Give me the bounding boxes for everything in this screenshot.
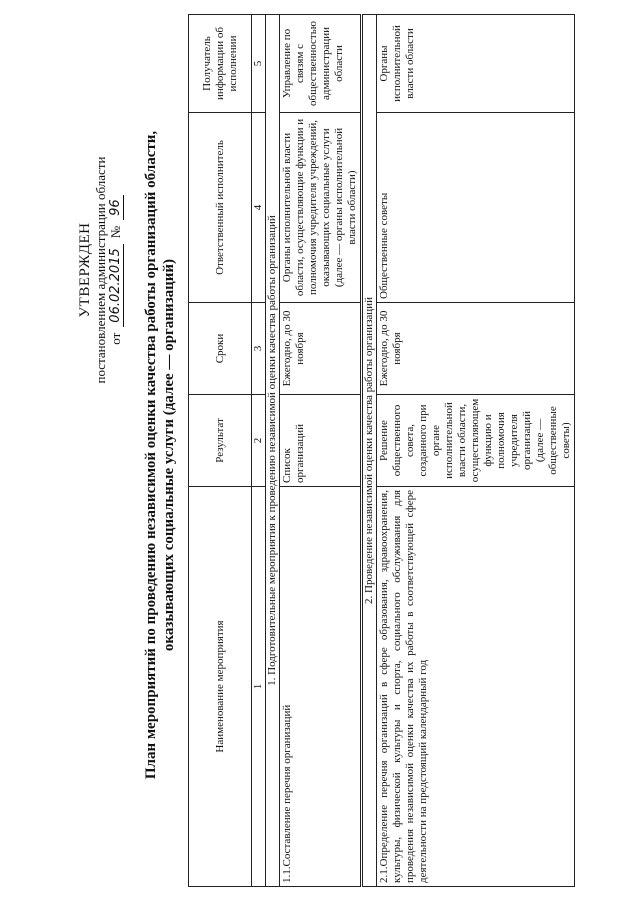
col-number: 4 xyxy=(252,113,266,303)
from-prefix: от xyxy=(108,332,123,345)
title-line-1: План мероприятий по проведению независимой оценки качества работы организаций области, xyxy=(143,130,159,780)
recipient-cell: Управление по связям с общественностью администрации области xyxy=(280,15,362,113)
table-row xyxy=(280,15,362,887)
title-line-2: оказывающих социальные услуги (далее — организаций) xyxy=(161,258,177,652)
document-title xyxy=(142,65,178,845)
col-number: 1 xyxy=(252,487,266,887)
result-cell: Список организаций xyxy=(280,395,362,487)
section-title: 1. Подготовительные мероприятия к проведению независимой оценки качества работы организаций xyxy=(266,15,280,887)
col-number: 5 xyxy=(252,15,266,113)
approved-heading: УТВЕРЖДЕН xyxy=(77,222,93,318)
deadline-cell: Ежегодно, до 30 ноября xyxy=(377,303,575,395)
recipient-cell: Органы исполнительной власти области xyxy=(377,15,575,113)
handwritten-number: 96 xyxy=(108,195,124,220)
table-row xyxy=(377,15,575,887)
number-prefix: № xyxy=(108,225,123,239)
column-numbers-row xyxy=(252,15,266,887)
deadline-cell: Ежегодно, до 30 ноября xyxy=(280,303,362,395)
header-result: Результат xyxy=(189,395,252,487)
header-deadline: Сроки xyxy=(189,303,252,395)
col-number: 3 xyxy=(252,303,266,395)
plan-table xyxy=(188,14,575,887)
table-header-row xyxy=(189,15,252,887)
col-number: 2 xyxy=(252,395,266,487)
header-recipient: Получатель информации об исполнении xyxy=(189,15,252,113)
handwritten-date: 06.02.2015 xyxy=(108,244,124,326)
header-activity: Наименование мероприятия xyxy=(189,487,252,887)
section-row xyxy=(362,15,377,887)
section-title: 2. Проведение независимой оценки качества работы организаций xyxy=(362,15,377,887)
activity-cell: 1.1.Составление перечня организаций xyxy=(280,487,362,887)
section-row xyxy=(266,15,280,887)
approval-decree-line: постановлением администрации области xyxy=(93,156,108,384)
header-responsible: Ответственный исполнитель xyxy=(189,113,252,303)
responsible-cell: Общественные советы xyxy=(377,113,575,303)
result-cell: Решение общественного совета, созданного при органе исполнительной власти области, осуществляющем функцию и полномочия учредителя организаций (далее — общественные советы) xyxy=(377,395,575,487)
responsible-cell: Органы исполнительной власти области, осуществляющие функции и полномочия учредителя учреждений, оказывающих социальные услуги (далее — органы исполнительной власти области) xyxy=(280,113,362,303)
approval-date-line xyxy=(108,120,124,420)
activity-cell: 2.1.Определение перечня организаций в сфере образования, здравоохранения, культуры, физической культуры и спорта, социального обслуживания для проведения независимой оценки качества их работы в соответствующей сфере деятельности на предстоящий календарный год xyxy=(377,487,575,887)
approval-stamp xyxy=(78,120,124,420)
